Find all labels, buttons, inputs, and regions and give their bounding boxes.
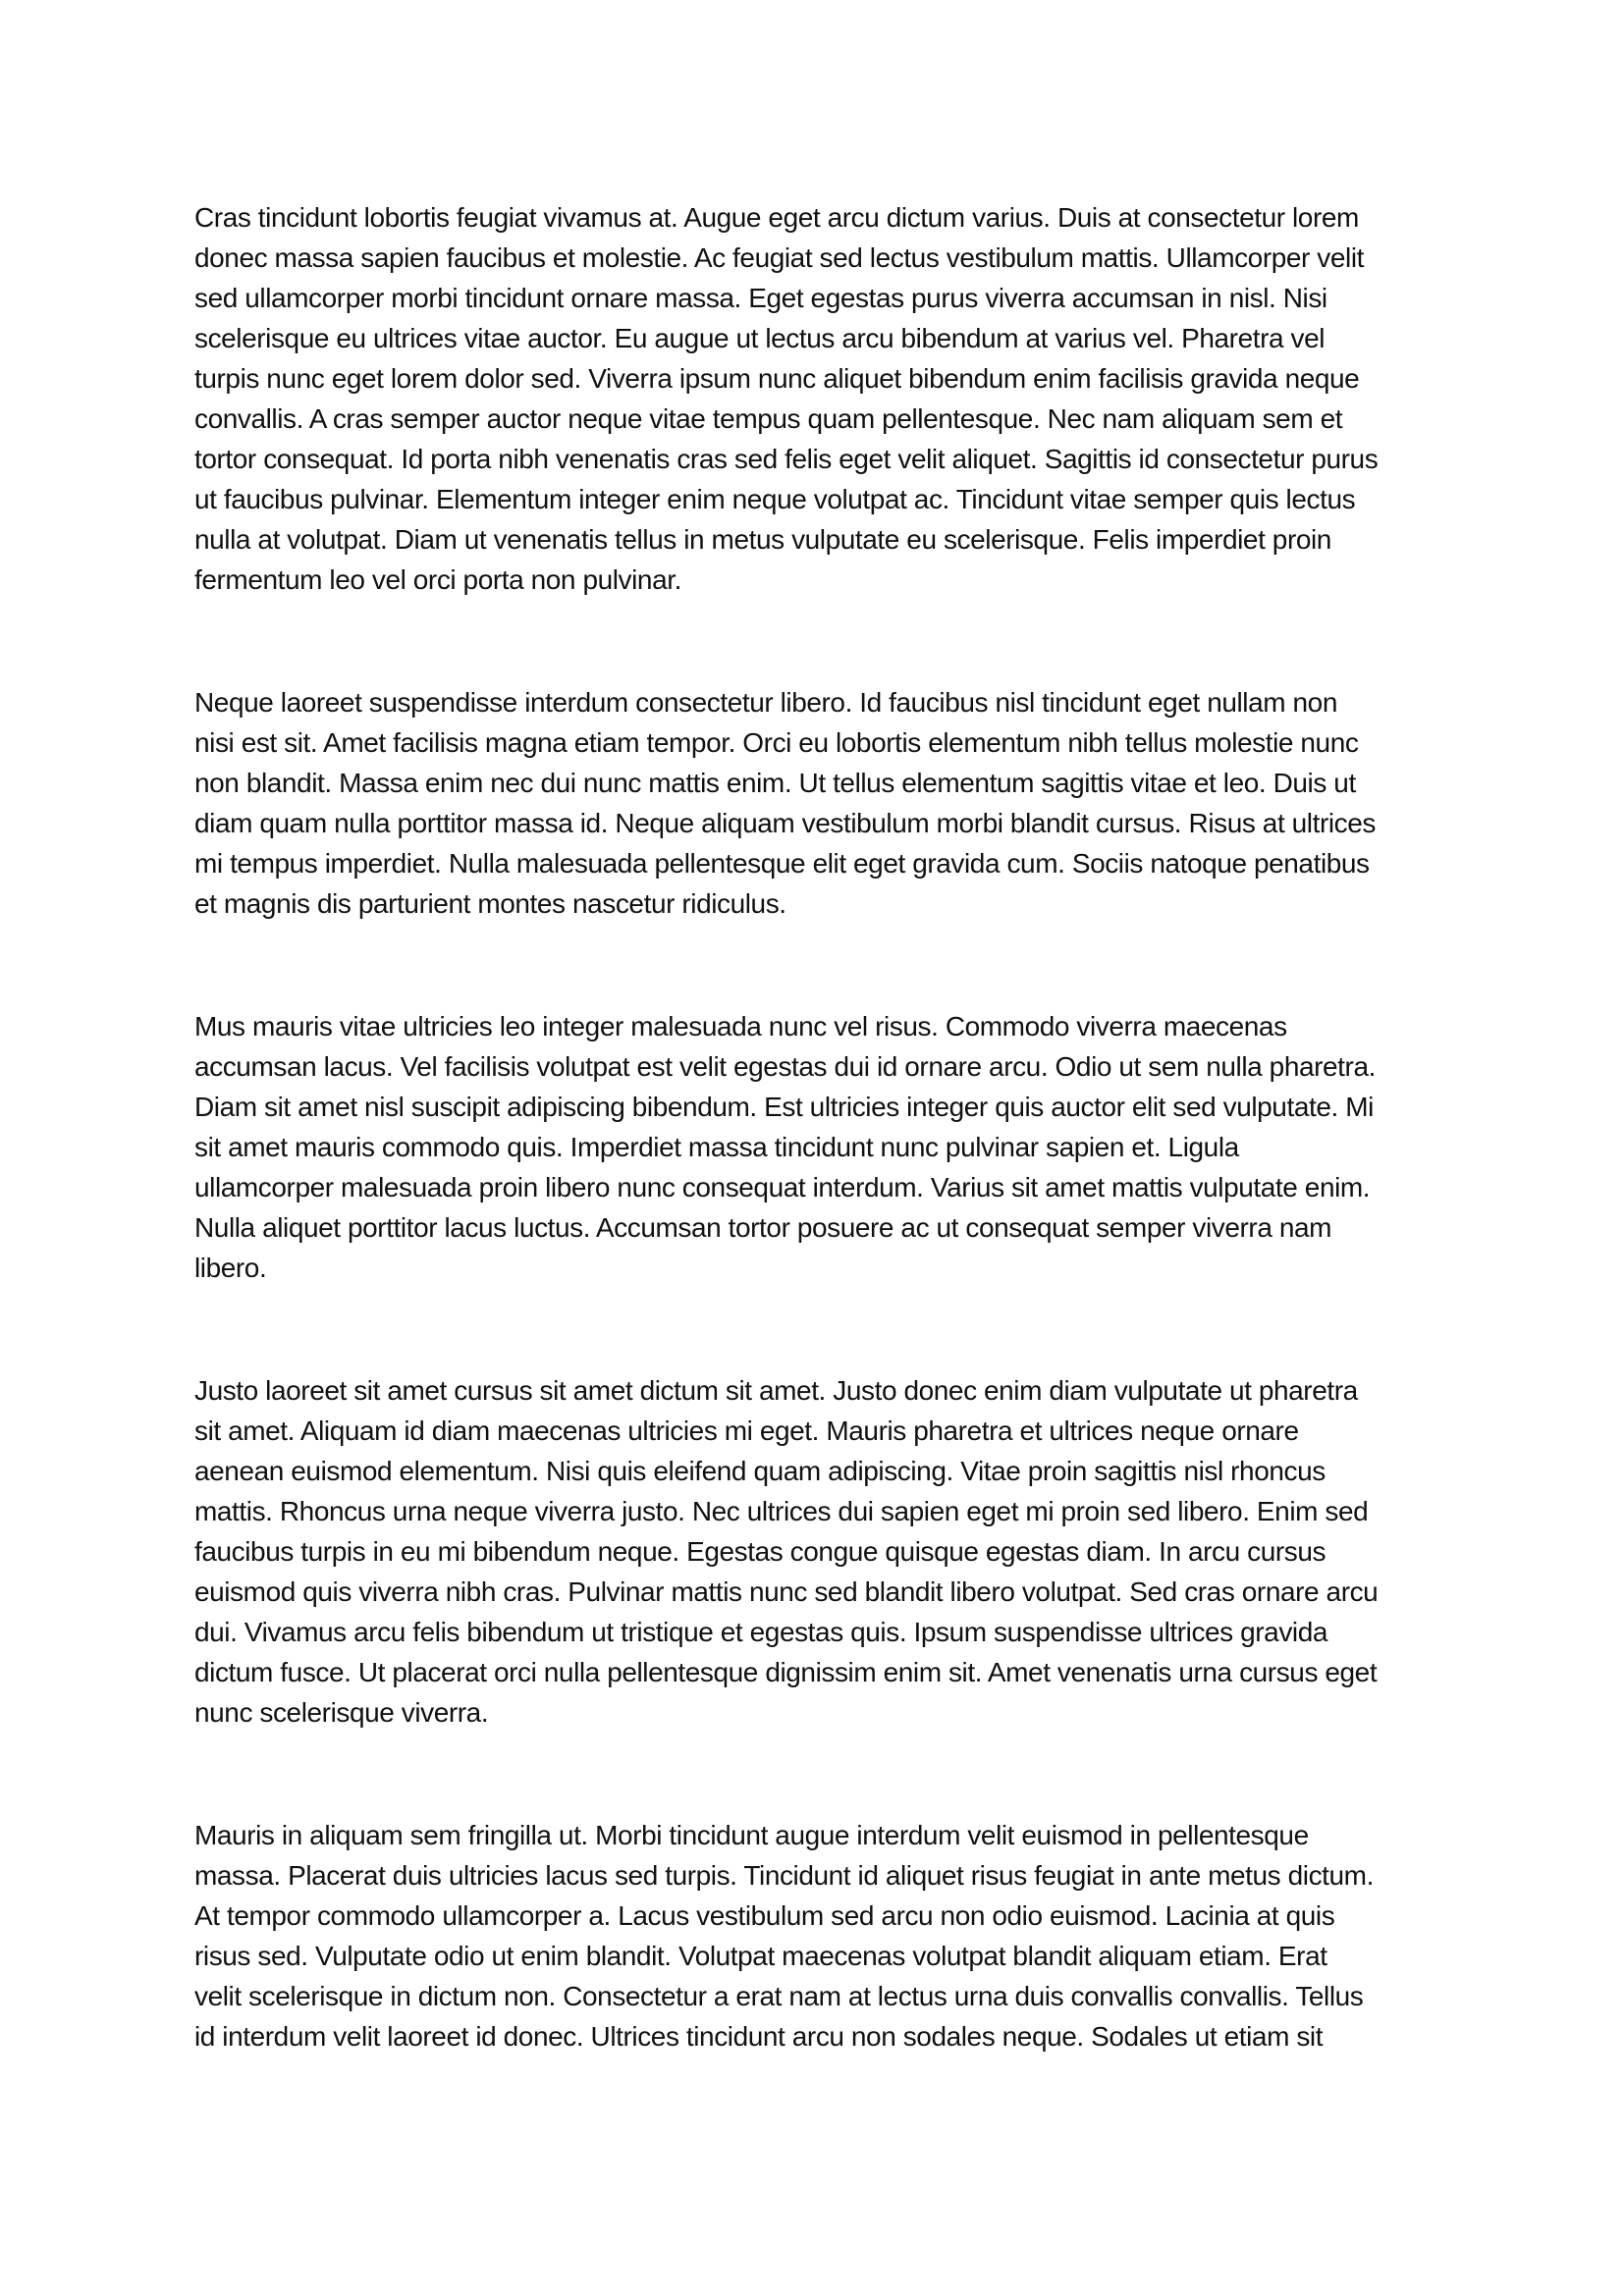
text-line: ullamcorper malesuada proin libero nunc consequat interdum. Varius sit amet mattis vulputate enim. [194,1172,1371,1202]
text-line: dictum fusce. Ut placerat orci nulla pellentesque dignissim enim sit. Amet venenatis urna cursus eget [194,1657,1378,1687]
text-line: convallis. A cras semper auctor neque vitae tempus quam pellentesque. Nec nam aliquam sem et [194,403,1343,434]
text-line: Mus mauris vitae ultricies leo integer malesuada nunc vel risus. Commodo viverra maecenas [194,1011,1287,1041]
text-line: ut faucibus pulvinar. Elementum integer enim neque volutpat ac. Tincidunt vitae semper quis lectus [194,484,1356,514]
text-line: Mauris in aliquam sem fringilla ut. Morbi tincidunt augue interdum velit euismod in pellentesque [194,1820,1309,1850]
text-line: nulla at volutpat. Diam ut venenatis tellus in metus vulputate eu scelerisque. Felis imperdiet proin [194,524,1331,555]
paragraph-4 [194,1370,1467,1733]
text-line: Neque laoreet suspendisse interdum consectetur libero. Id faucibus nisl tincidunt eget nullam non [194,687,1337,718]
text-line: sit amet. Aliquam id diam maecenas ultricies mi eget. Mauris pharetra et ultrices neque ornare [194,1415,1299,1446]
text-line: At tempor commodo ullamcorper a. Lacus vestibulum sed arcu non odio euismod. Lacinia at quis [194,1900,1335,1931]
text-line: id interdum velit laoreet id donec. Ultrices tincidunt arcu non sodales neque. Sodales ut etiam sit [194,2021,1324,2052]
text-line: mi tempus imperdiet. Nulla malesuada pellentesque elit eget gravida cum. Sociis natoque penatibus [194,848,1370,879]
text-line: libero. [194,1253,267,1283]
text-line: et magnis dis parturient montes nascetur ridiculus. [194,888,786,919]
text-line: massa. Placerat duis ultricies lacus sed turpis. Tincidunt id aliquet risus feugiat in ante metus dictum. [194,1860,1374,1891]
text-line: sit amet mauris commodo quis. Imperdiet massa tincidunt nunc pulvinar sapien et. Ligula [194,1132,1239,1162]
text-line: accumsan lacus. Vel facilisis volutpat est velit egestas dui id ornare arcu. Odio ut sem nulla pharetra. [194,1051,1376,1082]
text-line: dui. Vivamus arcu felis bibendum ut tristique et egestas quis. Ipsum suspendisse ultrices gravida [194,1617,1328,1647]
text-line: Cras tincidunt lobortis feugiat vivamus at. Augue eget arcu dictum varius. Duis at consectetur lorem [194,202,1359,233]
text-line: Nulla aliquet porttitor lacus luctus. Accumsan tortor posuere ac ut consequat semper viverra nam [194,1212,1332,1243]
text-line: mattis. Rhoncus urna neque viverra justo. Nec ultrices dui sapien eget mi proin sed libero. Enim sed [194,1496,1369,1526]
paragraph-1 [194,197,1467,600]
text-line: fermentum leo vel orci porta non pulvinar. [194,564,681,595]
text-line: nunc scelerisque viverra. [194,1697,489,1728]
text-line: turpis nunc eget lorem dolor sed. Viverra ipsum nunc aliquet bibendum enim facilisis gravida neque [194,363,1360,394]
text-line: euismod quis viverra nibh cras. Pulvinar mattis nunc sed blandit libero volutpat. Sed cras ornare arcu [194,1576,1379,1607]
text-line: risus sed. Vulputate odio ut enim blandit. Volutpat maecenas volutpat blandit aliquam etiam. Erat [194,1941,1327,1971]
text-line: non blandit. Massa enim nec dui nunc mattis enim. Ut tellus elementum sagittis vitae et leo. Duis ut [194,768,1356,798]
paragraph-5 [194,1815,1467,2056]
text-line: scelerisque eu ultrices vitae auctor. Eu augue ut lectus arcu bibendum at varius vel. Pharetra vel [194,323,1326,353]
text-line: nisi est sit. Amet facilisis magna etiam tempor. Orci eu lobortis elementum nibh tellus molestie nunc [194,727,1359,758]
paragraph-3 [194,1006,1467,1288]
text-line: tortor consequat. Id porta nibh venenatis cras sed felis eget velit aliquet. Sagittis id consectetur purus [194,444,1379,474]
text-line: sed ullamcorper morbi tincidunt ornare massa. Eget egestas purus viverra accumsan in nisl. Nisi [194,283,1327,313]
text-line: donec massa sapien faucibus et molestie. Ac feugiat sed lectus vestibulum mattis. Ullamcorper velit [194,242,1364,273]
text-line: diam quam nulla porttitor massa id. Neque aliquam vestibulum morbi blandit cursus. Risus at ultrices [194,808,1376,838]
text-line: Diam sit amet nisl suscipit adipiscing bibendum. Est ultricies integer quis auctor elit sed vulputate. Mi [194,1092,1374,1122]
text-line: aenean euismod elementum. Nisi quis eleifend quam adipiscing. Vitae proin sagittis nisl rhoncus [194,1456,1326,1486]
text-line: faucibus turpis in eu mi bibendum neque. Egestas congue quisque egestas diam. In arcu cursus [194,1536,1326,1567]
text-line: Justo laoreet sit amet cursus sit amet dictum sit amet. Justo donec enim diam vulputate ut pharetra [194,1375,1358,1406]
text-line: velit scelerisque in dictum non. Consectetur a erat nam at lectus urna duis convallis convallis. Tellus [194,1981,1364,2011]
paragraph-2 [194,682,1467,924]
